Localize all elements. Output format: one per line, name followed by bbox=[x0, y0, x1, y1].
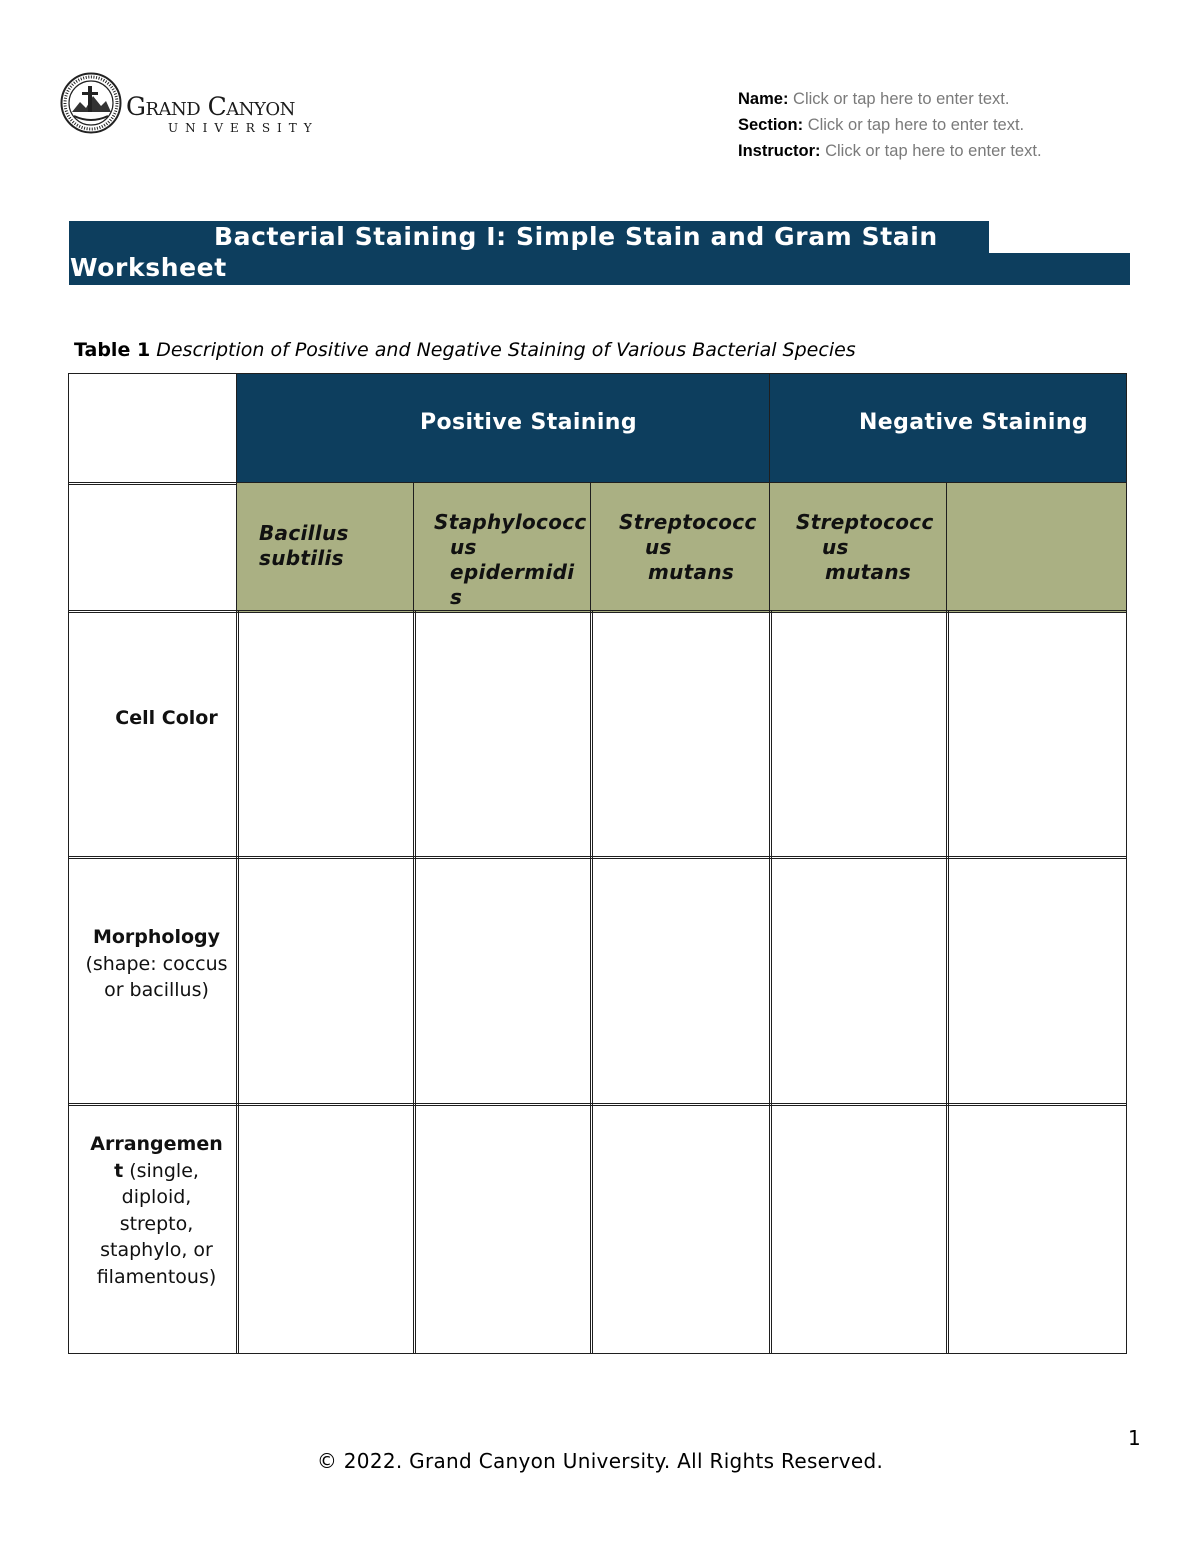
species-name-line: Bacillus bbox=[259, 521, 349, 545]
table-caption-label: Table 1 bbox=[74, 339, 151, 361]
answer-cell[interactable] bbox=[236, 610, 416, 859]
university-logo bbox=[60, 72, 340, 138]
answer-cell[interactable] bbox=[769, 1103, 949, 1354]
copyright-footer: © 2022. Grand Canyon University. All Rights Reserved. bbox=[316, 1449, 884, 1473]
species-header-streptococcus-negative bbox=[769, 482, 949, 613]
name-input[interactable]: Click or tap here to enter text. bbox=[793, 90, 1010, 108]
species-name bbox=[259, 521, 349, 571]
instructor-input[interactable]: Click or tap here to enter text. bbox=[825, 142, 1042, 160]
worksheet-title-line2: Worksheet bbox=[70, 253, 227, 282]
negative-staining-label: Negative Staining bbox=[859, 410, 1089, 435]
section-input[interactable]: Click or tap here to enter text. bbox=[807, 116, 1025, 134]
species-name-line: mutans bbox=[648, 560, 735, 584]
answer-cell[interactable] bbox=[590, 610, 772, 859]
answer-cell[interactable] bbox=[946, 856, 1127, 1106]
species-header-streptococcus-positive bbox=[590, 482, 772, 613]
table-caption-text: Description of Positive and Negative Staining of Various Bacterial Species bbox=[156, 339, 856, 361]
row-label bbox=[83, 1131, 230, 1290]
species-header-empty bbox=[946, 482, 1127, 613]
answer-cell[interactable] bbox=[590, 1103, 772, 1354]
species-name-line: us bbox=[450, 535, 477, 559]
name-field-row bbox=[738, 86, 1042, 112]
row-label-cell-color bbox=[68, 610, 239, 859]
species-name-line: subtilis bbox=[259, 546, 344, 570]
answer-cell[interactable] bbox=[590, 856, 772, 1106]
species-name-line: mutans bbox=[825, 560, 912, 584]
logo-subtitle: UNIVERSITY bbox=[168, 121, 319, 135]
corner-cell bbox=[68, 373, 239, 485]
answer-cell[interactable] bbox=[236, 1103, 416, 1354]
species-name-line: us bbox=[645, 535, 672, 559]
table-caption bbox=[74, 339, 856, 361]
logo-wordmark bbox=[126, 92, 295, 121]
row-label-bold: Cell Color bbox=[115, 707, 218, 729]
answer-cell[interactable] bbox=[413, 1103, 593, 1354]
answer-cell[interactable] bbox=[769, 856, 949, 1106]
title-banner-bottom bbox=[69, 253, 1130, 285]
species-name-line: epidermidi bbox=[450, 560, 575, 584]
row-label-arrangement bbox=[68, 1103, 239, 1354]
row-label-detail: (single, diploid, strepto, staphylo, or filamentous) bbox=[96, 1159, 217, 1288]
answer-cell[interactable] bbox=[946, 1103, 1127, 1354]
row-label-morphology bbox=[68, 856, 239, 1106]
species-name-line: Streptococc bbox=[619, 510, 757, 534]
positive-staining-label: Positive Staining bbox=[420, 410, 638, 435]
section-label: Section: bbox=[738, 116, 804, 134]
section-field-row bbox=[738, 112, 1042, 138]
student-info-fields bbox=[738, 86, 1042, 164]
species-header-bacillus bbox=[236, 482, 416, 613]
row-label-detail: (shape: coccus or bacillus) bbox=[85, 952, 228, 1001]
positive-staining-header bbox=[236, 373, 772, 485]
species-name bbox=[796, 510, 934, 585]
species-name-line: s bbox=[450, 585, 463, 609]
row-label bbox=[69, 705, 237, 732]
answer-cell[interactable] bbox=[236, 856, 416, 1106]
species-row-label-cell bbox=[68, 482, 239, 613]
name-label: Name: bbox=[738, 90, 789, 108]
negative-staining-header bbox=[769, 373, 1127, 485]
row-label-bold: Arrangemen t bbox=[90, 1133, 223, 1182]
answer-cell[interactable] bbox=[769, 610, 949, 859]
logo-wordmark-text: Grand Canyon bbox=[126, 92, 295, 121]
row-label-bold: Morphology bbox=[92, 926, 221, 948]
instructor-field-row bbox=[738, 138, 1042, 164]
species-name bbox=[619, 510, 757, 585]
species-name-line: Streptococc bbox=[796, 510, 934, 534]
answer-cell[interactable] bbox=[946, 610, 1127, 859]
page-number: 1 bbox=[1128, 1426, 1141, 1450]
species-name-line: Staphylococc bbox=[434, 510, 587, 534]
instructor-label: Instructor: bbox=[738, 142, 821, 160]
answer-cell[interactable] bbox=[413, 610, 593, 859]
university-seal-icon bbox=[60, 72, 122, 134]
row-label bbox=[83, 924, 230, 1004]
answer-cell[interactable] bbox=[413, 856, 593, 1106]
species-name-line: us bbox=[822, 535, 849, 559]
worksheet-title-line1: Bacterial Staining I: Simple Stain and Gram Stain bbox=[214, 222, 938, 251]
species-name bbox=[434, 510, 587, 610]
species-header-staphylococcus bbox=[413, 482, 593, 613]
